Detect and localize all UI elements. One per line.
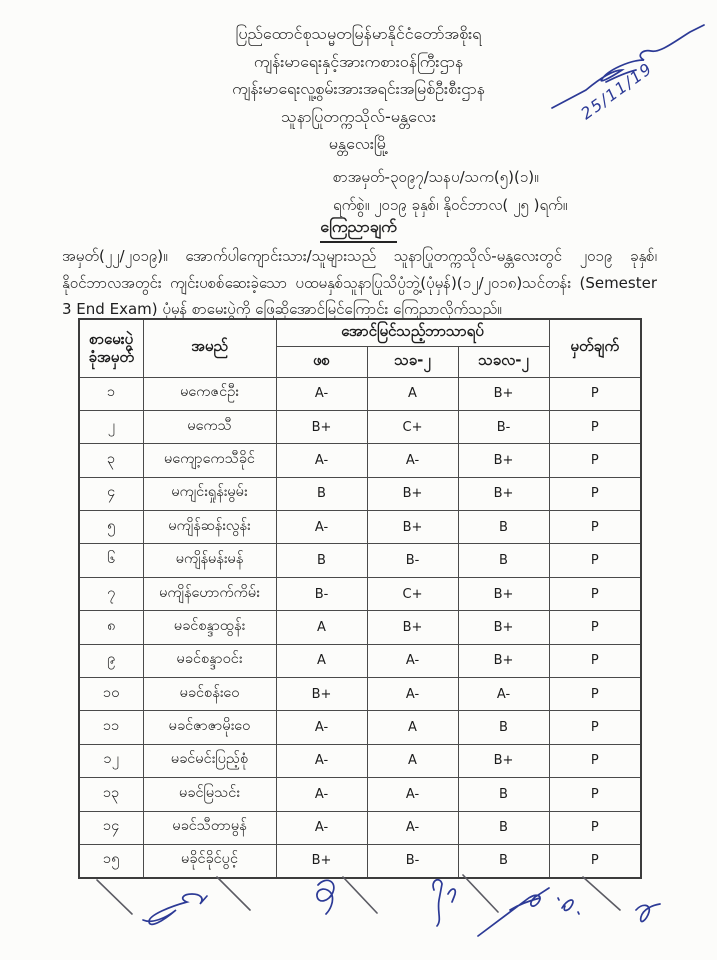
table-header-row-1 [79,319,641,346]
announcement-title: ကြေညာချက် [0,216,717,243]
grade-cell-subject-3: B+ [458,577,549,610]
check-slash-4 [463,875,498,912]
roll-number-cell: ၂ [79,410,143,443]
initials-signature-4 [478,888,549,936]
grade-cell-subject-1: A [276,611,367,644]
grade-cell-subject-3: B [458,544,549,577]
grade-cell-subject-1: A- [276,811,367,844]
letterhead-line-department: ကျန်းမာရေးလူ့စွမ်းအားအရင်းအမြစ်ဦးစီးဌာန [232,79,485,98]
student-name-cell: မခင်စန္ဒာဝင်း [143,644,276,677]
grade-cell-subject-3: B [458,511,549,544]
grade-cell-subject-1: B+ [276,844,367,877]
roll-number-cell: ၁ [79,377,143,410]
grade-cell-subject-1: B+ [276,410,367,443]
student-name-cell: မခင်စန္ဒာထွန်း [143,611,276,644]
table-row [79,744,641,777]
table-row [79,778,641,811]
table-row [79,644,641,677]
grade-cell-subject-3: B [458,844,549,877]
grade-cell-subject-1: A- [276,711,367,744]
grade-cell-subject-2: A [367,377,458,410]
announcement-body: အမှတ်(၂၂/၂၀၁၉)။ အောက်ပါကျောင်းသား/သူများသည် သူနာပြုတက္ကသိုလ်-မန္တလေးတွင် ၂၀၁၉ ခုနှစ်၊ နိုဝင်ဘာလအတွင်း ကျင်းပစစ်ဆေးခဲ့သော ပထမနှစ်သူနာပြုသိပ္ပံဘွဲ့(ပုံမှန်)(၁၂/၂၀၁၈)သင်တန်း (Semester 3 End Exam) ပုံမှန် စာမေးပွဲကို ဖြေဆိုအောင်မြင်ကြောင်း ကြေညာလိုက်သည်။ [62,247,657,318]
student-name-cell: မခင်စန်းဝေ [143,678,276,711]
roll-number-cell: ၆ [79,544,143,577]
letterhead-line-university: သူနာပြုတက္ကသိုလ်-မန္တလေး [281,106,436,126]
subjects-group-header: အောင်မြင်သည့်ဘာသာရပ် [276,319,549,346]
table-row [79,611,641,644]
exam-results-table [78,318,642,879]
student-name-cell: မကျော့ကေသီခိုင် [143,444,276,477]
student-name-cell: မကျိန်ဟောက်ကိမ်း [143,577,276,610]
roll-number-cell: ၃ [79,444,143,477]
roll-number-cell: ၅ [79,511,143,544]
grade-cell-subject-1: B+ [276,678,367,711]
table-row [79,544,641,577]
check-slash-3 [343,877,377,913]
grade-cell-subject-2: C+ [367,577,458,610]
letter-number: စာအမှတ်-၃၀၉၇/သနပ/သက(၅)(၁)။ [333,168,539,186]
grade-cell-subject-2: B+ [367,611,458,644]
letterhead-line-ministry: ကျန်းမာရေးနှင့်အားကစားဝန်ကြီးဌာန [253,51,464,71]
signature-date-text: 25/11/19 [577,58,657,124]
results-table-body [79,377,641,878]
remark-cell: P [549,744,641,777]
remark-cell: P [549,678,641,711]
student-name-cell: မခင်ဇာဇာမိုးဝေ [143,711,276,744]
initials-signature-2 [317,880,334,914]
letter-date: ရက်စွဲ။ ၂၀၁၉ ခုနှစ်၊ နိုဝင်ဘာလ( ၂၅ )ရက်။ [333,196,568,214]
grade-cell-subject-2: A- [367,444,458,477]
grade-cell-subject-3: B+ [458,611,549,644]
grade-cell-subject-3: B [458,811,549,844]
grade-cell-subject-3: B+ [458,744,549,777]
student-name-cell: မကျင်းရှုန်းမွမ်း [143,477,276,510]
check-slash-5 [583,877,620,910]
roll-number-cell: ၁၀ [79,678,143,711]
student-name-cell: မခင်မင်းပြည့်စုံ [143,744,276,777]
grade-cell-subject-2: A [367,744,458,777]
remark-header: မှတ်ချက် [549,319,641,377]
name-header: အမည် [143,319,276,377]
remark-cell: P [549,811,641,844]
roll-number-cell: ၁၄ [79,811,143,844]
subject-header-2: သခ-၂ [367,346,458,377]
remark-cell: P [549,544,641,577]
roll-number-cell: ၄ [79,477,143,510]
subject-header-1: ဖစ [276,346,367,377]
grade-cell-subject-2: A- [367,678,458,711]
grade-cell-subject-1: A- [276,444,367,477]
student-name-cell: မခင်သီတာမွန် [143,811,276,844]
student-name-cell: မခိုင်ခိုင်ပွင့် [143,844,276,877]
grade-cell-subject-3: B- [458,410,549,443]
roll-number-cell: ၁၃ [79,778,143,811]
remark-cell: P [549,711,641,744]
roll-number-cell: ၁၁ [79,711,143,744]
grade-cell-subject-1: B [276,477,367,510]
grade-cell-subject-3: B+ [458,377,549,410]
grade-cell-subject-3: B [458,711,549,744]
grade-cell-subject-3: B [458,778,549,811]
grade-cell-subject-2: C+ [367,410,458,443]
table-row [79,444,641,477]
table-row [79,678,641,711]
grade-cell-subject-1: A- [276,377,367,410]
letterhead-line-government: ပြည်ထောင်စုသမ္မတမြန်မာနိုင်ငံတော်အစိုးရ [235,24,482,43]
table-row [79,511,641,544]
grade-cell-subject-2: B+ [367,511,458,544]
grade-cell-subject-1: B- [276,577,367,610]
grade-cell-subject-1: A [276,644,367,677]
table-row [79,711,641,744]
grade-cell-subject-2: A [367,711,458,744]
remark-cell: P [549,611,641,644]
roll-number-cell: ၇ [79,577,143,610]
student-name-cell: မကျိန်မန်းမန် [143,544,276,577]
remark-cell: P [549,444,641,477]
roll-number-cell: ၁၅ [79,844,143,877]
grade-cell-subject-2: B+ [367,477,458,510]
remark-cell: P [549,410,641,443]
student-name-cell: မကေဇင်ဦး [143,377,276,410]
roll-number-cell: ၈ [79,611,143,644]
check-slash-2 [217,877,250,910]
grade-cell-subject-2: A- [367,778,458,811]
grade-cell-subject-3: B+ [458,444,549,477]
initials-signature-6 [636,904,660,921]
check-slash-1 [97,880,132,914]
remark-cell: P [549,477,641,510]
table-row [79,577,641,610]
grade-cell-subject-2: B- [367,844,458,877]
table-row [79,477,641,510]
grade-cell-subject-1: A- [276,778,367,811]
roll-number-header: စာမေးပွဲ ခုံအမှတ် [79,319,143,377]
roll-number-cell: ၉ [79,644,143,677]
reference-block [333,163,663,221]
signature-stroke [552,25,704,108]
remark-cell: P [549,844,641,877]
grade-cell-subject-1: B [276,544,367,577]
table-row [79,811,641,844]
student-name-cell: မကေသီ [143,410,276,443]
signature-top-right [548,20,713,130]
table-row [79,377,641,410]
grade-cell-subject-3: A- [458,678,549,711]
letterhead-line-city: မန္တလေးမြို့ [328,134,389,153]
grade-cell-subject-1: A- [276,744,367,777]
bottom-verification-marks [0,868,717,960]
initials-signature-5 [558,898,579,914]
grade-cell-subject-3: B+ [458,477,549,510]
initials-signature-3 [433,880,455,926]
grade-cell-subject-2: A- [367,644,458,677]
grade-cell-subject-1: A- [276,511,367,544]
student-name-cell: မကျိန်ဆန်းလွန်း [143,511,276,544]
table-row [79,410,641,443]
grade-cell-subject-2: A- [367,811,458,844]
remark-cell: P [549,377,641,410]
remark-cell: P [549,644,641,677]
remark-cell: P [549,511,641,544]
initials-signature-1 [143,894,207,924]
student-name-cell: မခင်မြသင်း [143,778,276,811]
grade-cell-subject-3: B+ [458,644,549,677]
grade-cell-subject-2: B- [367,544,458,577]
remark-cell: P [549,778,641,811]
roll-number-cell: ၁၂ [79,744,143,777]
remark-cell: P [549,577,641,610]
subject-header-3: သခလ-၂ [458,346,549,377]
